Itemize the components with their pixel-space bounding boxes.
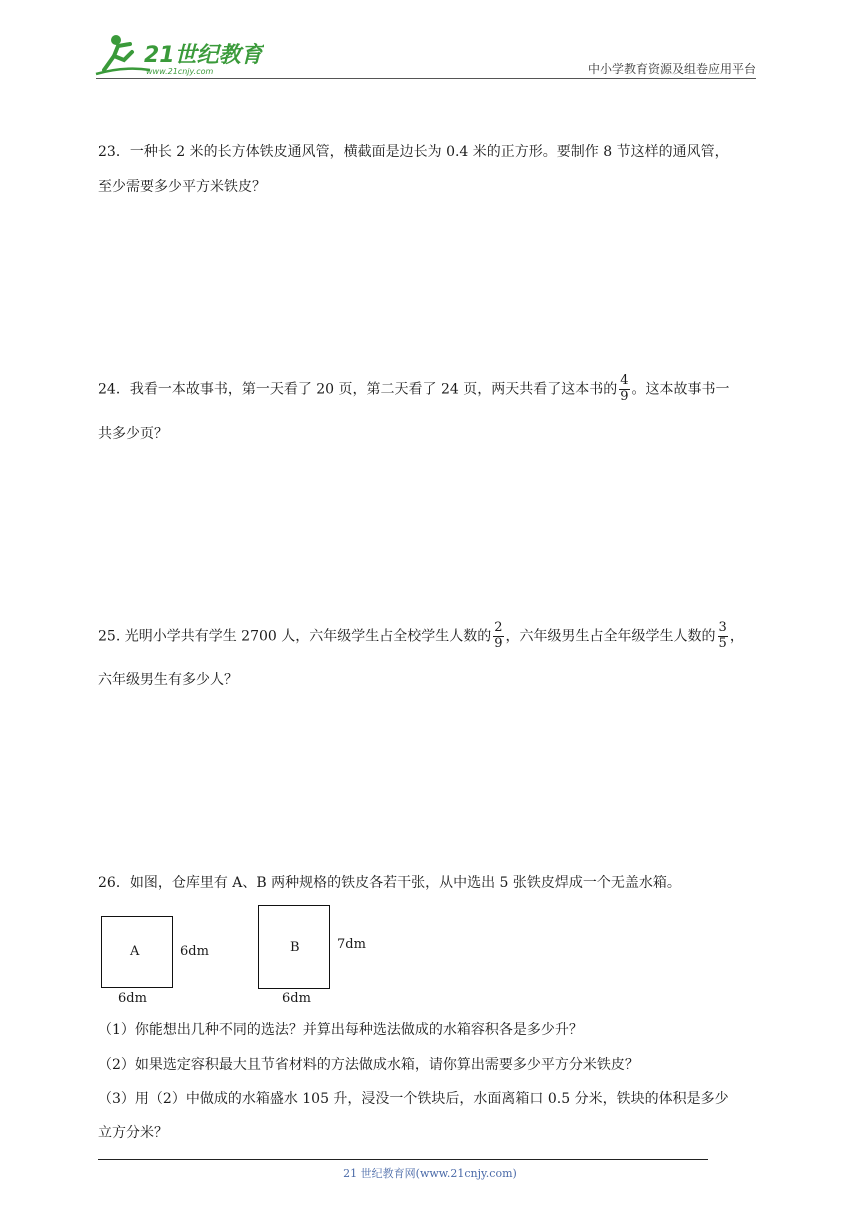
question-25-text-a: 25. 光明小学共有学生 2700 人，六年级学生占全校学生人数的	[98, 628, 492, 645]
question-26-sub3-line2: 立方分米？	[98, 1125, 168, 1141]
question-24-text-b: 。这本故事书一	[631, 381, 730, 398]
sheet-b-height: 7dm	[337, 937, 366, 952]
footer-divider	[98, 1159, 708, 1160]
question-24-text-a: 24．我看一本故事书，第一天看了 20 页，第二天看了 24 页，两天共看了这本书的	[98, 381, 618, 398]
logo-url: www.21cnjy.com	[146, 67, 214, 76]
fraction-4-9: $\frac{4}{9}$	[620, 373, 629, 404]
question-25-text-b: ，六年级男生占全年级学生人数的	[505, 628, 716, 645]
sheet-a-width: 6dm	[118, 991, 147, 1006]
sheet-a-height: 6dm	[180, 944, 209, 959]
question-23-line2: 至少需要多少平方米铁皮？	[98, 179, 266, 195]
platform-title: 中小学教育资源及组卷应用平台	[587, 62, 756, 76]
site-logo	[94, 30, 264, 80]
question-25-text-c: ，	[729, 628, 744, 645]
sheet-a-label: A	[130, 944, 140, 959]
question-26-sub1: （1）你能想出几种不同的选法？并算出每种选法做成的水箱容积各是多少升？	[98, 1022, 583, 1038]
question-24-line1	[98, 374, 730, 405]
sheet-b-width: 6dm	[282, 991, 311, 1006]
question-24-line2: 共多少页？	[98, 426, 168, 442]
runner-logo-icon	[94, 30, 264, 80]
header-divider	[96, 78, 756, 79]
fraction-3-5: $\frac{3}{5}$	[718, 620, 727, 651]
footer-link[interactable]: 21 世纪教育网(www.21cnjy.com)	[343, 1167, 517, 1180]
question-23-line1: 23．一种长 2 米的长方体铁皮通风管，横截面是边长为 0.4 米的正方形。要制作 8 节这样的通风管，	[98, 144, 729, 160]
logo-text: 21世纪教育	[144, 43, 263, 68]
question-26-sub2: （2）如果选定容积最大且节省材料的方法做成水箱，请你算出需要多少平方分米铁皮？	[98, 1057, 639, 1073]
fraction-2-9: $\frac{2}{9}$	[494, 620, 503, 651]
question-25-line2: 六年级男生有多少人？	[98, 672, 238, 688]
question-26-intro: 26．如图，仓库里有 A、B 两种规格的铁皮各若干张，从中选出 5 张铁皮焊成一个无盖水箱。	[98, 875, 681, 891]
question-25-line1	[98, 621, 744, 652]
question-26-sub3-line1: （3）用（2）中做成的水箱盛水 105 升，浸没一个铁块后，水面离箱口 0.5 分米，铁块的体积是多少	[98, 1091, 729, 1107]
sheet-b-label: B	[290, 940, 300, 955]
